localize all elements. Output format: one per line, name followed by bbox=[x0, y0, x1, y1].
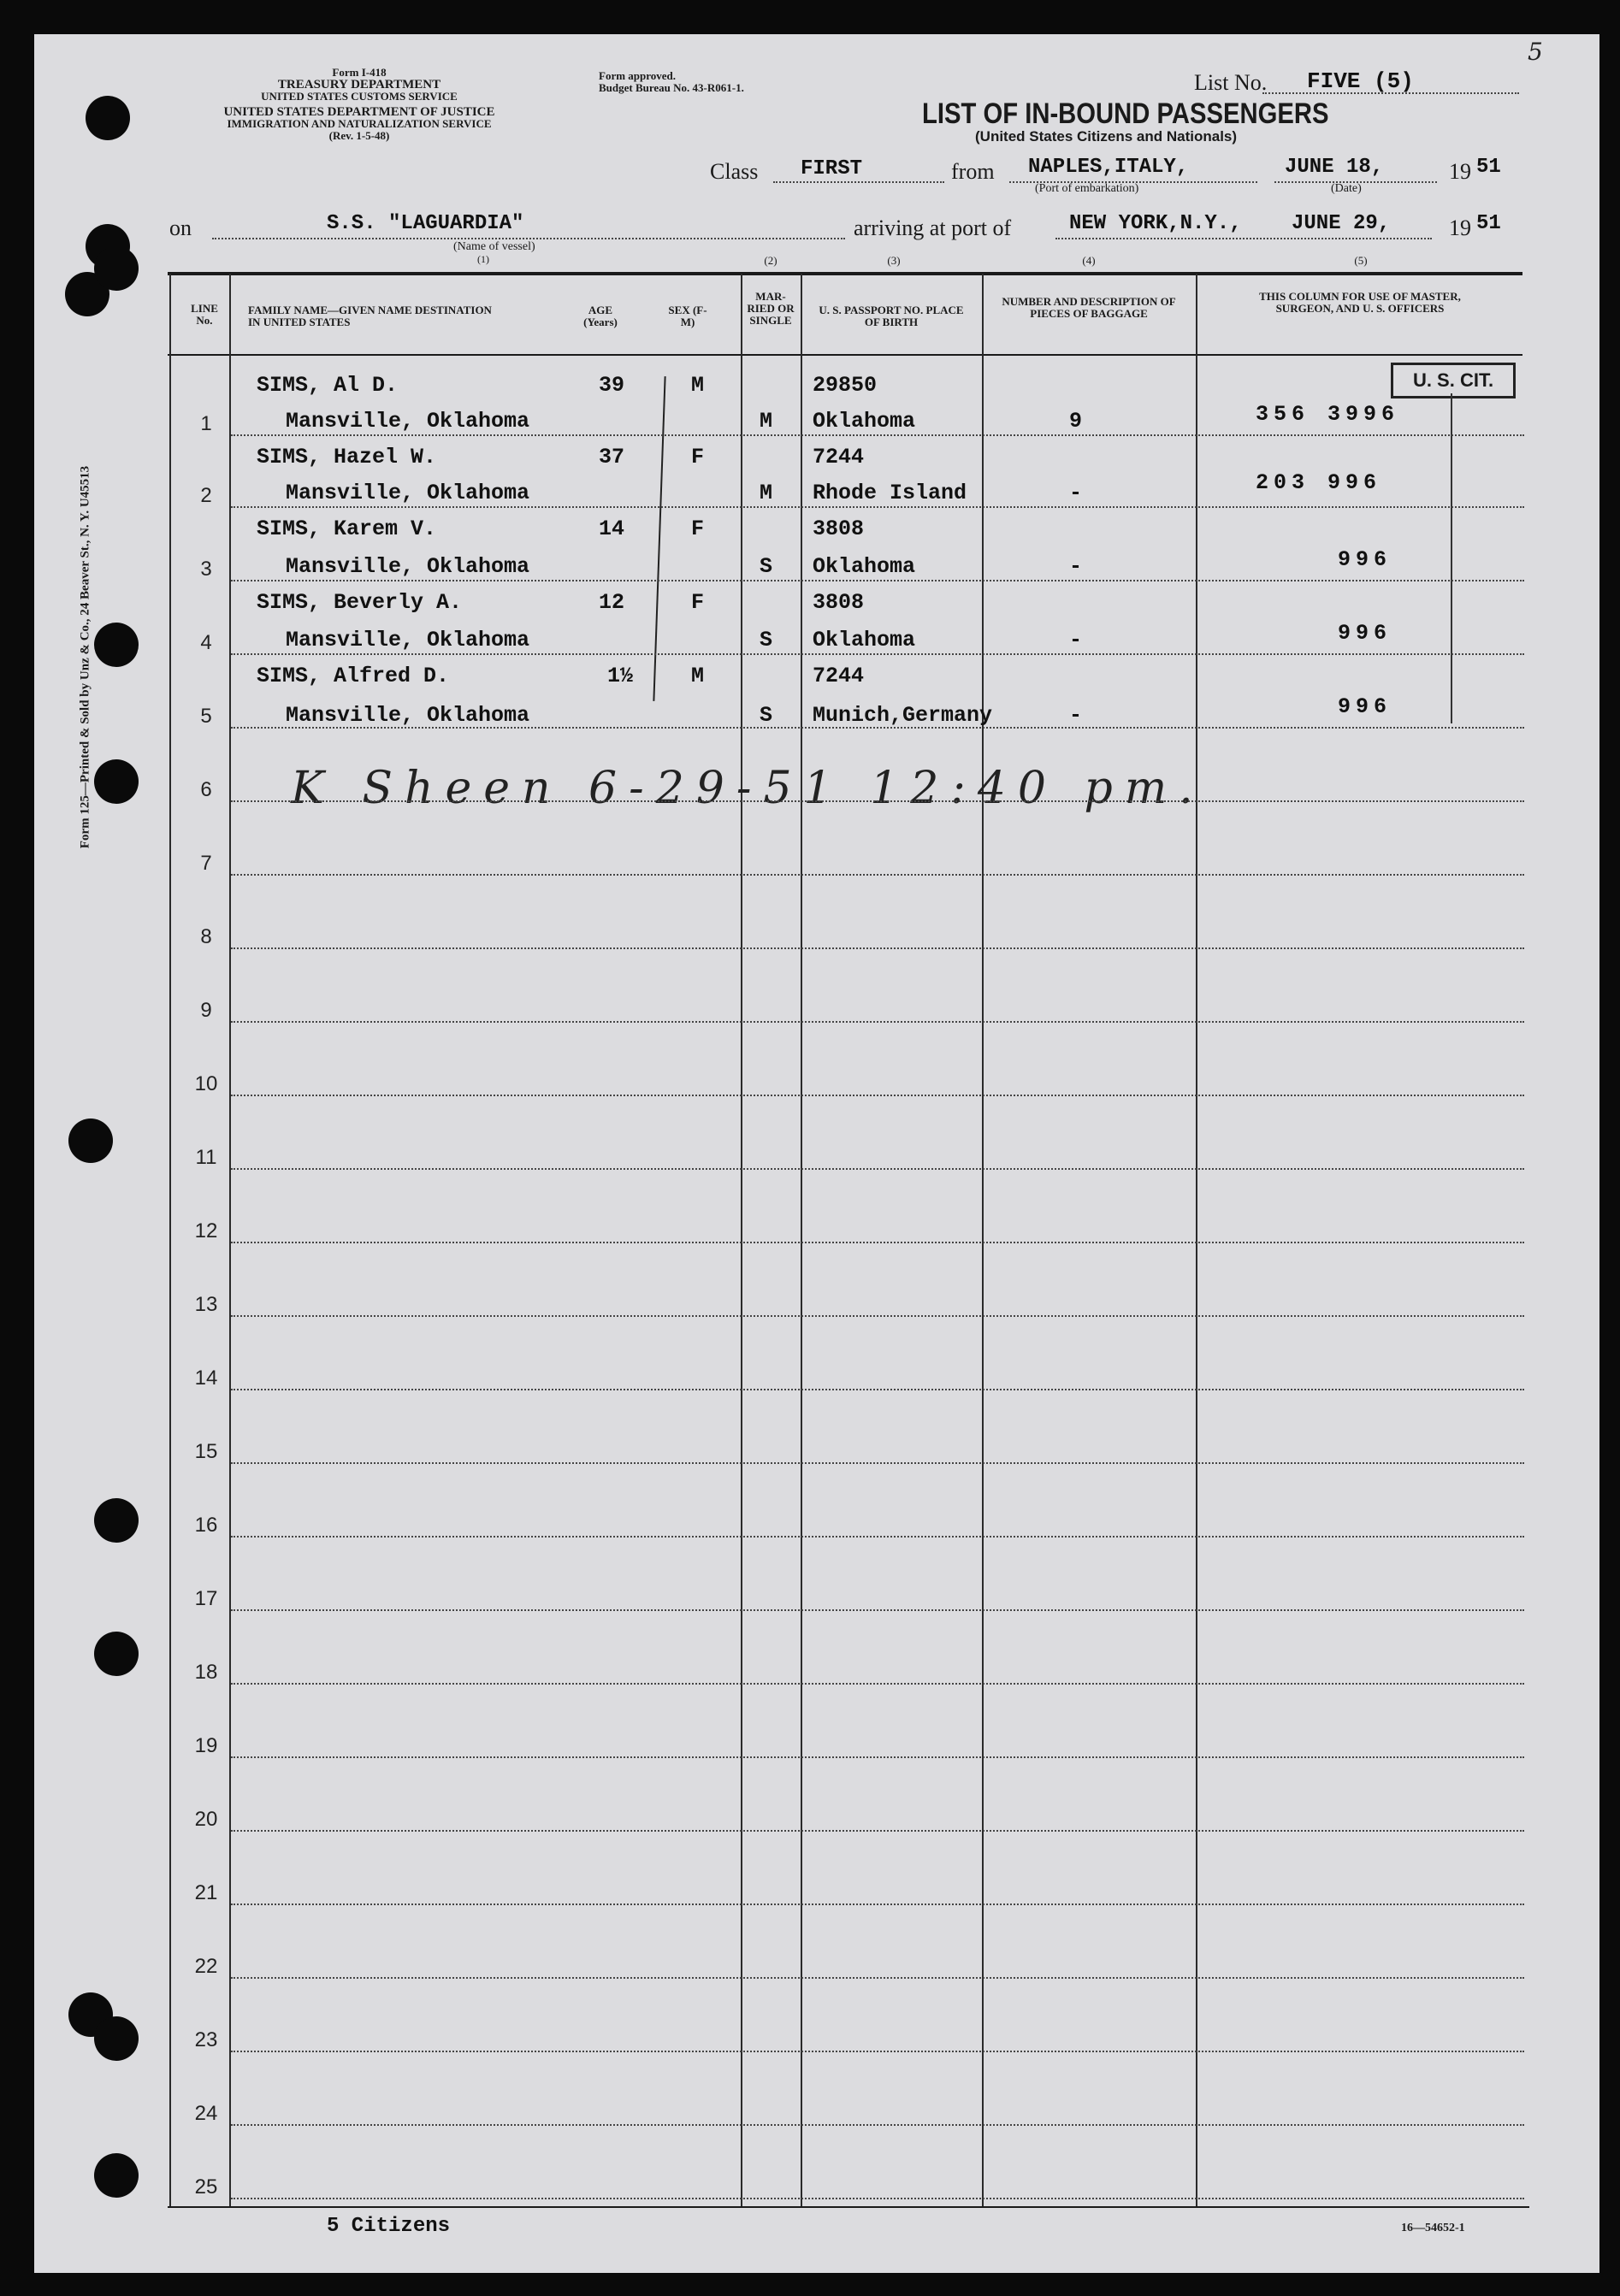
passenger-age: 39 bbox=[599, 373, 625, 398]
line-number: 2 bbox=[200, 484, 212, 507]
officer-note: 996 bbox=[1338, 547, 1392, 572]
line-number: 7 bbox=[200, 852, 212, 875]
class-value: FIRST bbox=[801, 157, 863, 180]
col-head-name: FAMILY NAME—GIVEN NAME DESTINATION IN UNITED STATES bbox=[248, 304, 492, 328]
row-rule bbox=[231, 2124, 1524, 2126]
footer-form-code: 16—54652-1 bbox=[1401, 2222, 1465, 2234]
page-title: LIST OF IN-BOUND PASSENGERS bbox=[922, 97, 1329, 130]
destination: Mansville, Oklahoma bbox=[286, 481, 530, 505]
passenger-sex: M bbox=[691, 373, 705, 398]
form-budget: Budget Bureau No. 43-R061-1. bbox=[599, 81, 744, 94]
passenger-sex: F bbox=[691, 516, 705, 541]
row-rule bbox=[231, 947, 1524, 949]
list-no-label: List No. bbox=[1194, 70, 1268, 95]
col-num-4: (4) bbox=[1082, 254, 1096, 267]
line-number: 25 bbox=[194, 2175, 218, 2199]
form-justice: UNITED STATES DEPARTMENT OF JUSTICE bbox=[223, 105, 495, 119]
line-number: 13 bbox=[194, 1293, 218, 1316]
from-label: from bbox=[951, 159, 995, 184]
col-num-3: (3) bbox=[887, 254, 901, 267]
binder-hole bbox=[94, 759, 139, 804]
row-rule bbox=[231, 2051, 1524, 2052]
row-rule bbox=[231, 2198, 1524, 2199]
binder-hole bbox=[94, 246, 139, 291]
line-number: 8 bbox=[200, 925, 212, 948]
passenger-name: SIMS, Hazel W. bbox=[257, 445, 437, 469]
passenger-age: 37 bbox=[599, 445, 625, 469]
col-num-2: (2) bbox=[764, 254, 777, 267]
form-id: Form I-418 bbox=[332, 66, 387, 79]
marital-status: S bbox=[760, 554, 773, 579]
col-head-officers: THIS COLUMN FOR USE OF MASTER, SURGEON, AND U. S. OFFICERS bbox=[1259, 290, 1461, 315]
binder-hole bbox=[94, 1498, 139, 1543]
marital-status: S bbox=[760, 628, 773, 652]
destination: Mansville, Oklahoma bbox=[286, 409, 530, 434]
col-head-sex: SEX (F-M) bbox=[668, 304, 707, 328]
form-block bbox=[154, 67, 565, 142]
form-rev: (Rev. 1-5-48) bbox=[328, 129, 390, 142]
place-of-birth: Oklahoma bbox=[813, 409, 916, 434]
dotted-line bbox=[1055, 238, 1432, 239]
arriving-label: arriving at port of bbox=[854, 215, 1012, 240]
col-num-5: (5) bbox=[1354, 254, 1368, 267]
from-date: JUNE 18, bbox=[1285, 156, 1384, 179]
row-rule bbox=[231, 1977, 1524, 1979]
row-rule bbox=[231, 1389, 1524, 1390]
line-number: 14 bbox=[194, 1366, 218, 1390]
row-rule bbox=[231, 1609, 1524, 1611]
place-of-birth: Oklahoma bbox=[813, 628, 916, 652]
baggage-count: - bbox=[1069, 554, 1083, 579]
passenger-age: 14 bbox=[599, 516, 625, 541]
passenger-name: SIMS, Beverly A. bbox=[257, 590, 463, 615]
row-rule bbox=[231, 727, 1524, 729]
row-rule bbox=[231, 1315, 1524, 1317]
year-value: 51 bbox=[1476, 156, 1501, 179]
line-number: 12 bbox=[194, 1219, 218, 1242]
footer-total: 5 Citizens bbox=[327, 2215, 451, 2238]
row-rule bbox=[231, 1903, 1524, 1905]
row-rule bbox=[231, 1168, 1524, 1170]
printer-side-text: Form 125—Printed & Sold by Unz & Co., 24 Beaver St., N. Y. U45513 bbox=[78, 465, 92, 849]
col-divider bbox=[982, 274, 984, 2206]
place-of-birth: Rhode Island bbox=[813, 481, 967, 505]
line-number: 18 bbox=[194, 1661, 218, 1684]
table-top-rule bbox=[168, 272, 1522, 275]
dotted-line bbox=[212, 238, 845, 239]
date-caption: (Date) bbox=[1331, 182, 1362, 195]
passenger-name: SIMS, Karem V. bbox=[257, 516, 437, 541]
col-head-passport: U. S. PASSPORT NO. PLACE OF BIRTH bbox=[819, 304, 964, 328]
line-number: 20 bbox=[194, 1808, 218, 1831]
vessel-caption: (Name of vessel) bbox=[453, 240, 535, 253]
line-number: 17 bbox=[194, 1587, 218, 1610]
row-rule bbox=[231, 506, 1524, 508]
port-caption: (Port of embarkation) bbox=[1035, 182, 1139, 195]
col-head-age: AGE (Years) bbox=[583, 304, 618, 328]
officer-note: 996 bbox=[1338, 694, 1392, 719]
place-of-birth: Munich,Germany bbox=[813, 703, 993, 728]
marital-status: M bbox=[760, 409, 773, 434]
form-service: UNITED STATES CUSTOMS SERVICE bbox=[261, 90, 458, 103]
baggage-count: - bbox=[1069, 703, 1083, 728]
passenger-sex: M bbox=[691, 664, 705, 688]
line-number: 1 bbox=[200, 412, 212, 435]
line-number: 15 bbox=[194, 1440, 218, 1463]
line-number: 22 bbox=[194, 1955, 218, 1978]
handwritten-inspector-note: K Sheen 6-29-51 12:40 pm. bbox=[291, 763, 1205, 814]
marital-status: M bbox=[760, 481, 773, 505]
marital-status: S bbox=[760, 703, 773, 728]
header-bottom-rule bbox=[168, 354, 1522, 356]
approval-block bbox=[599, 70, 744, 94]
arrival-year: 51 bbox=[1476, 212, 1501, 235]
col-divider bbox=[801, 274, 802, 2206]
row-rule bbox=[231, 1095, 1524, 1096]
vessel-col-num: (1) bbox=[477, 253, 489, 265]
col-divider bbox=[1196, 274, 1197, 2206]
row-rule bbox=[231, 874, 1524, 876]
row-rule bbox=[231, 1756, 1524, 1758]
class-label: Class bbox=[710, 159, 759, 184]
passenger-age: 1½ bbox=[607, 664, 634, 688]
officer-note: 996 bbox=[1338, 621, 1392, 646]
destination: Mansville, Oklahoma bbox=[286, 628, 530, 652]
row-rule bbox=[231, 1242, 1524, 1243]
col-divider bbox=[741, 274, 742, 2206]
officer-note: 203 996 bbox=[1256, 470, 1382, 495]
place-of-birth: Oklahoma bbox=[813, 554, 916, 579]
table-left-border bbox=[169, 274, 171, 2206]
binder-hole bbox=[94, 623, 139, 667]
binder-hole bbox=[94, 2016, 139, 2061]
passenger-sex: F bbox=[691, 445, 705, 469]
page-subtitle: (United States Citizens and Nationals) bbox=[975, 128, 1238, 145]
form-dept: TREASURY DEPARTMENT bbox=[277, 78, 441, 91]
line-number: 21 bbox=[194, 1881, 218, 1904]
row-rule bbox=[231, 653, 1524, 655]
line-number: 23 bbox=[194, 2028, 218, 2051]
row-rule bbox=[231, 580, 1524, 581]
list-no-value: FIVE (5) bbox=[1307, 68, 1414, 94]
page-number: 5 bbox=[1528, 38, 1543, 66]
form-ins: IMMIGRATION AND NATURALIZATION SERVICE bbox=[227, 117, 492, 130]
line-number: 4 bbox=[200, 631, 212, 654]
row-rule bbox=[231, 1021, 1524, 1023]
bracket-line bbox=[1451, 393, 1452, 723]
arrival-year-prefix: 19 bbox=[1449, 215, 1471, 240]
passport-number: 29850 bbox=[813, 373, 878, 398]
year-prefix: 19 bbox=[1449, 159, 1471, 184]
line-number: 16 bbox=[194, 1514, 218, 1537]
manifest-page bbox=[34, 34, 1599, 2273]
passport-number: 3808 bbox=[813, 590, 865, 615]
arrival-date: JUNE 29, bbox=[1292, 212, 1391, 235]
col-head-married: MAR-RIED OR SINGLE bbox=[747, 290, 795, 327]
binder-hole bbox=[94, 2153, 139, 2198]
row-rule bbox=[231, 1536, 1524, 1538]
line-number: 6 bbox=[200, 778, 212, 801]
passenger-name: SIMS, Alfred D. bbox=[257, 664, 450, 688]
from-port: NAPLES,ITALY, bbox=[1028, 156, 1189, 179]
line-number: 11 bbox=[195, 1146, 217, 1169]
destination: Mansville, Oklahoma bbox=[286, 554, 530, 579]
row-rule bbox=[231, 1462, 1524, 1464]
row-rule bbox=[231, 1683, 1524, 1685]
col-head-baggage: NUMBER AND DESCRIPTION OF PIECES OF BAGGAGE bbox=[1002, 295, 1176, 320]
on-label: on bbox=[169, 215, 192, 240]
line-number: 9 bbox=[200, 999, 212, 1022]
passenger-sex: F bbox=[691, 590, 705, 615]
line-number: 3 bbox=[200, 558, 212, 581]
us-cit-stamp: U. S. CIT. bbox=[1391, 363, 1516, 398]
row-rule bbox=[231, 800, 1524, 802]
passport-number: 7244 bbox=[813, 664, 865, 688]
line-number: 10 bbox=[194, 1072, 218, 1095]
form-approved: Form approved. bbox=[599, 69, 677, 82]
arrival-port: NEW YORK,N.Y., bbox=[1069, 212, 1242, 235]
passenger-age: 12 bbox=[599, 590, 625, 615]
binder-hole bbox=[86, 96, 130, 140]
row-rule bbox=[231, 434, 1524, 436]
passenger-name: SIMS, Al D. bbox=[257, 373, 399, 398]
line-number: 24 bbox=[194, 2102, 218, 2125]
baggage-count: - bbox=[1069, 481, 1083, 505]
destination: Mansville, Oklahoma bbox=[286, 703, 530, 728]
dotted-line bbox=[773, 181, 944, 183]
passport-number: 3808 bbox=[813, 516, 865, 541]
passport-number: 7244 bbox=[813, 445, 865, 469]
baggage-count: - bbox=[1069, 628, 1083, 652]
row-rule bbox=[231, 1830, 1524, 1832]
line-number: 5 bbox=[200, 705, 212, 728]
line-number: 19 bbox=[194, 1734, 218, 1757]
col-head-line: LINE No. bbox=[191, 302, 218, 327]
officer-note: 356 3996 bbox=[1256, 402, 1400, 427]
baggage-count: 9 bbox=[1069, 409, 1083, 434]
table-bottom-rule bbox=[168, 2206, 1529, 2208]
binder-hole bbox=[94, 1632, 139, 1676]
vessel-name: S.S. "LAGUARDIA" bbox=[327, 212, 524, 235]
binder-hole bbox=[68, 1118, 113, 1163]
